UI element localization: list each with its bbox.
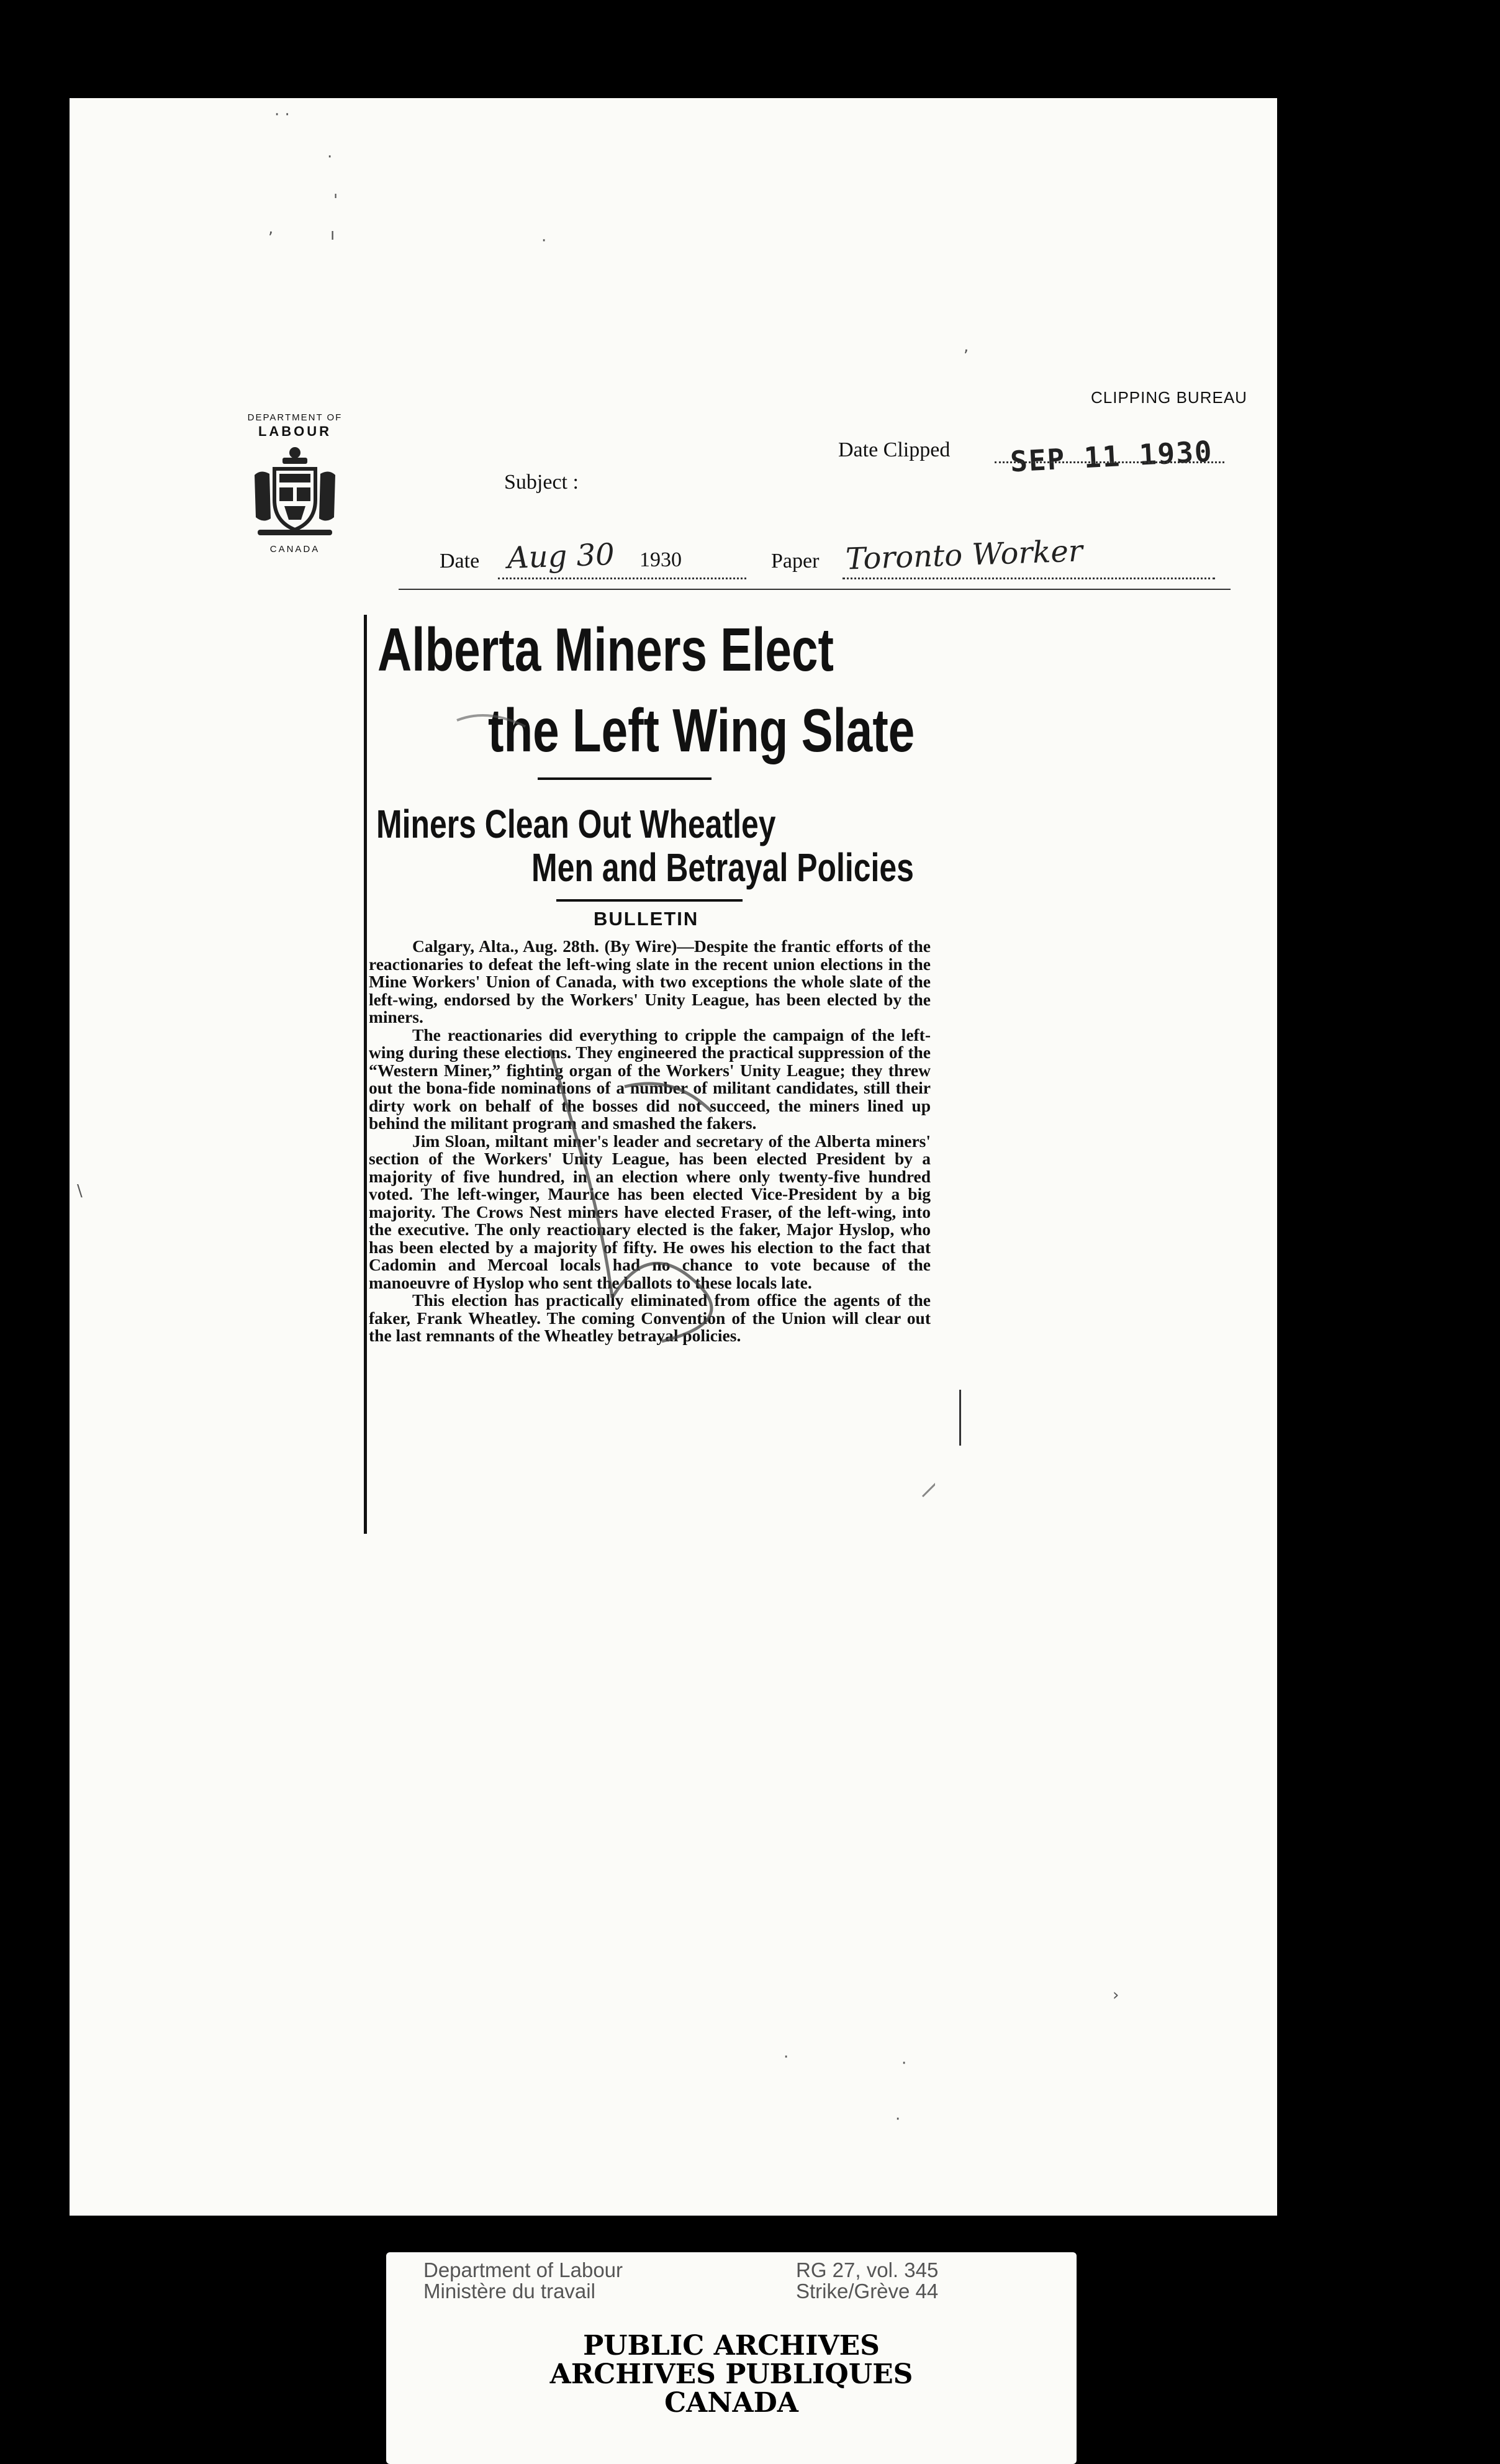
date-line (498, 578, 746, 579)
headline-line-2: the Left Wing Slate (488, 696, 915, 764)
department-logo (205, 412, 385, 555)
archive-ref-strike: Strike/Grève 44 (796, 2280, 939, 2303)
margin-tick (959, 1390, 961, 1446)
article-paragraph: Jim Sloan, miltant miner's leader and secretary of the Alberta miners' section of the Workers' Unity League, has been elected President by a majority of five hundred, in an election where only twenty-five hundred voted. The left-winger, Maurice has been elected Vice-President by a big majority. The Crows Nest miners have elected Fraser, of the left-wing, into the executive. The only reactionary elected is the faker, Major Hyslop, who has been elected by a majority of fifty. He owes his election to the fact that Cadomin and Mercoal locals had no chance to vote because of the manoeuvre of Hyslop who sent the ballots to these locals late. (369, 1131, 931, 1292)
archive-dept-en: Department of Labour (423, 2258, 623, 2281)
archive-country: CANADA (664, 2387, 798, 2419)
paper-line (843, 578, 1215, 579)
date-clipped-line (995, 461, 1224, 463)
archive-ref-volume: RG 27, vol. 345 (796, 2258, 939, 2281)
newspaper-clipping (364, 615, 935, 1540)
subhead-line-2: Men and Betrayal Policies (531, 845, 914, 890)
bulletin-tag: BULLETIN (594, 908, 699, 930)
subhead-line-1: Miners Clean Out Wheatley (376, 802, 776, 846)
paper-handwritten: Toronto Worker (845, 533, 1083, 577)
headline-line-1: Alberta Miners Elect (377, 615, 834, 684)
archive-name-en: PUBLIC ARCHIVES (583, 2330, 880, 2362)
date-year: 1930 (639, 548, 682, 571)
archive-dept-fr: Ministère du travail (423, 2280, 595, 2303)
clipping-sheet: · · · ' ı , · , › · · · \ DEPARTMENT OF LABOUR CANADA CLIPPING BUREAU Date Clipped SEP 11 1930 Subject : Date Aug 30 1930 Paper Toronto Worker Alberta Miners Elect the Left Wing Slate Miners Clean Out Wheatley Men and Betrayal Policies BULLETIN Calgary, Alta., Aug. 28th. (By Wire)—Despite the frantic efforts of the reactionaries to defeat the left-wing slate in the recent union elections in the Mine Workers' Union of Canada, with two exceptions the whole slate of the left-wing, endorsed by the Workers' Unity League, has been elected by the miners. The reactionaries did everything to cripple the campaign of the left-wing during these elections. They engineered the practical suppression of the “Western Miner,” fighting organ of the Workers' Unity League; they threw out the bona-fide nominations of a number of militant candidates, still their dirty work on behalf of the bosses did not succeed, the miners lined up behind the militant program and smashed the fakers. Jim Sloan, miltant miner's leader and secretary of the Alberta miners' section of the Workers' Unity League, has been elected President by a majority of five hundred, in an election where only twenty-five hundred voted. The left-winger, Maurice has been elected Vice-President by a big majority. The Crows Nest miners have elected Fraser, of the left-wing, into the executive. The only reactionary elected is the faker, Major Hyslop, who has been elected by a majority of fifty. He owes his election to the fact that Cadomin and Mercoal locals had no chance to vote because of the manoeuvre of Hyslop who sent the ballots to these locals late. This election has practically eliminated from office the agents of the faker, Frank Wheatley. The coming Convention of the Union will clear out the last remnants of the Wheatley betrayal policies. (70, 98, 1277, 2216)
article-paragraph: This election has practically eliminated from office the agents of the faker, Frank Wheatley. The coming Convention of the Union will clear out the last remnants of the Wheatley betrayal policies. (369, 1290, 931, 1345)
date-label: Date (440, 550, 480, 573)
handwritten-mark (364, 615, 935, 1540)
form-underline (399, 589, 1231, 590)
department-label-top: DEPARTMENT OF (247, 412, 343, 423)
date-handwritten: Aug 30 (507, 537, 615, 576)
archive-label-card (386, 2252, 1077, 2464)
coat-of-arms-icon (248, 444, 341, 540)
article-paragraph: Calgary, Alta., Aug. 28th. (By Wire)—Despite the frantic efforts of the reactionaries to defeat the left-wing slate in the recent union elections in the Mine Workers' Union of Canada, with two exceptions the whole slate of the left-wing, endorsed by the Workers' Unity League, has been elected by the miners. (369, 936, 931, 1026)
department-label-main: LABOUR (258, 424, 332, 439)
date-clipped-label: Date Clipped (838, 438, 951, 461)
archive-name-fr: ARCHIVES PUBLIQUES (549, 2358, 913, 2390)
subject-label: Subject : (504, 471, 579, 494)
paper-label: Paper (771, 550, 820, 573)
bureau-label: CLIPPING BUREAU (1091, 388, 1247, 407)
date-clipped-stamp: SEP 11 1930 (1009, 434, 1214, 479)
department-label-bottom: CANADA (269, 544, 320, 555)
article-paragraph: The reactionaries did everything to cripple the campaign of the left-wing during these elections. They engineered the practical suppression of the “Western Miner,” fighting organ of the Workers' Unity League; they threw out the bona-fide nominations of a number of militant candidates, still their dirty work on behalf of the bosses did not succeed, the miners lined up behind the militant program and smashed the fakers. (369, 1025, 931, 1133)
